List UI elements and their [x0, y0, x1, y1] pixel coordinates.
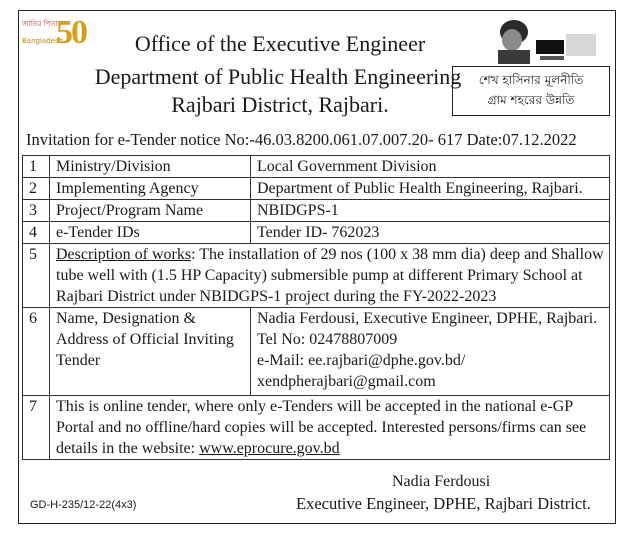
department-title: Department of Public Health Engineering — [94, 64, 462, 89]
row-number: 5 — [23, 244, 50, 308]
official-phone: Tel No: 02478807009 — [257, 331, 398, 348]
table-row — [23, 200, 610, 222]
works-heading: Description of works — [56, 246, 192, 263]
official-email: e-Mail: ee.rajbari@dphe.gov.bd/ — [257, 352, 466, 369]
table-row — [23, 396, 610, 460]
office-title: Office of the Executive Engineer — [134, 31, 426, 56]
row-label: Name, Designation & Address of Official Inviting Tender — [50, 308, 251, 396]
logo-text-bottom: Bangladesh — [22, 37, 64, 45]
tender-details-table — [22, 155, 610, 460]
row-label: Project/Program Name — [50, 200, 251, 222]
tender-notice-line: Invitation for e-Tender notice No:-46.03.8200.061.07.007.20- 617 Date:07.12.2022 — [26, 130, 577, 149]
works-description — [50, 244, 610, 308]
online-tender-note — [50, 396, 610, 460]
table-row — [23, 156, 610, 178]
eprocure-link[interactable]: www.eprocure.gov.bd — [199, 440, 340, 457]
official-email-alt: xendpherajbari@gmail.com — [257, 373, 436, 390]
slogan-line-2: গ্রাম শহরের উন্নতি — [487, 93, 575, 107]
table-row — [23, 244, 610, 308]
row-number: 3 — [23, 200, 50, 222]
official-name: Nadia Ferdousi, Executive Engineer, DPHE, Rajbari. — [257, 310, 598, 327]
row-value: Local Government Division — [251, 156, 610, 178]
official-contact — [251, 308, 610, 396]
row-label: e-Tender IDs — [50, 222, 251, 244]
row-label: Implementing Agency — [50, 178, 251, 200]
signatory-designation: Executive Engineer, DPHE, Rajbari District. — [296, 494, 591, 513]
row-value: Department of Public Health Engineering, Rajbari. — [251, 178, 610, 200]
row-number: 4 — [23, 222, 50, 244]
row-number: 6 — [23, 308, 50, 396]
portrait-emblem-icon — [488, 14, 600, 66]
row-number: 2 — [23, 178, 50, 200]
table-row — [23, 308, 610, 396]
works-text: : The installation of 29 nos (100 x 38 mm dia) deep and Shallow tube well with (1.5 HP Capacity) submersible pump at different Primary School at Rajbari District under NBIDGPS-1 project during the FY-2022-2023 — [56, 246, 604, 305]
table-row — [23, 222, 610, 244]
row-value: NBIDGPS-1 — [251, 200, 610, 222]
note-text: This is online tender, where only e-Tenders will be accepted in the national e-GP Portal and no offline/hard copies will be accepted. Interested persons/firms can see details in the website: — [56, 398, 587, 457]
logo-number: 50 — [56, 14, 86, 51]
district-title: Rajbari District, Rajbari. — [171, 92, 389, 117]
logo-text-top: জাতির পিতার — [22, 20, 62, 28]
row-label: Ministry/Division — [50, 156, 251, 178]
slogan-box — [452, 66, 610, 116]
slogan-line-1: শেখ হাসিনার মূলনীতি — [478, 73, 584, 87]
table-row — [23, 178, 610, 200]
row-value: Tender ID- 762023 — [251, 222, 610, 244]
row-number: 1 — [23, 156, 50, 178]
signatory-name: Nadia Ferdousi — [392, 473, 491, 490]
row-number: 7 — [23, 396, 50, 460]
reference-code: GD-H-235/12-22(4x3) — [30, 499, 137, 511]
